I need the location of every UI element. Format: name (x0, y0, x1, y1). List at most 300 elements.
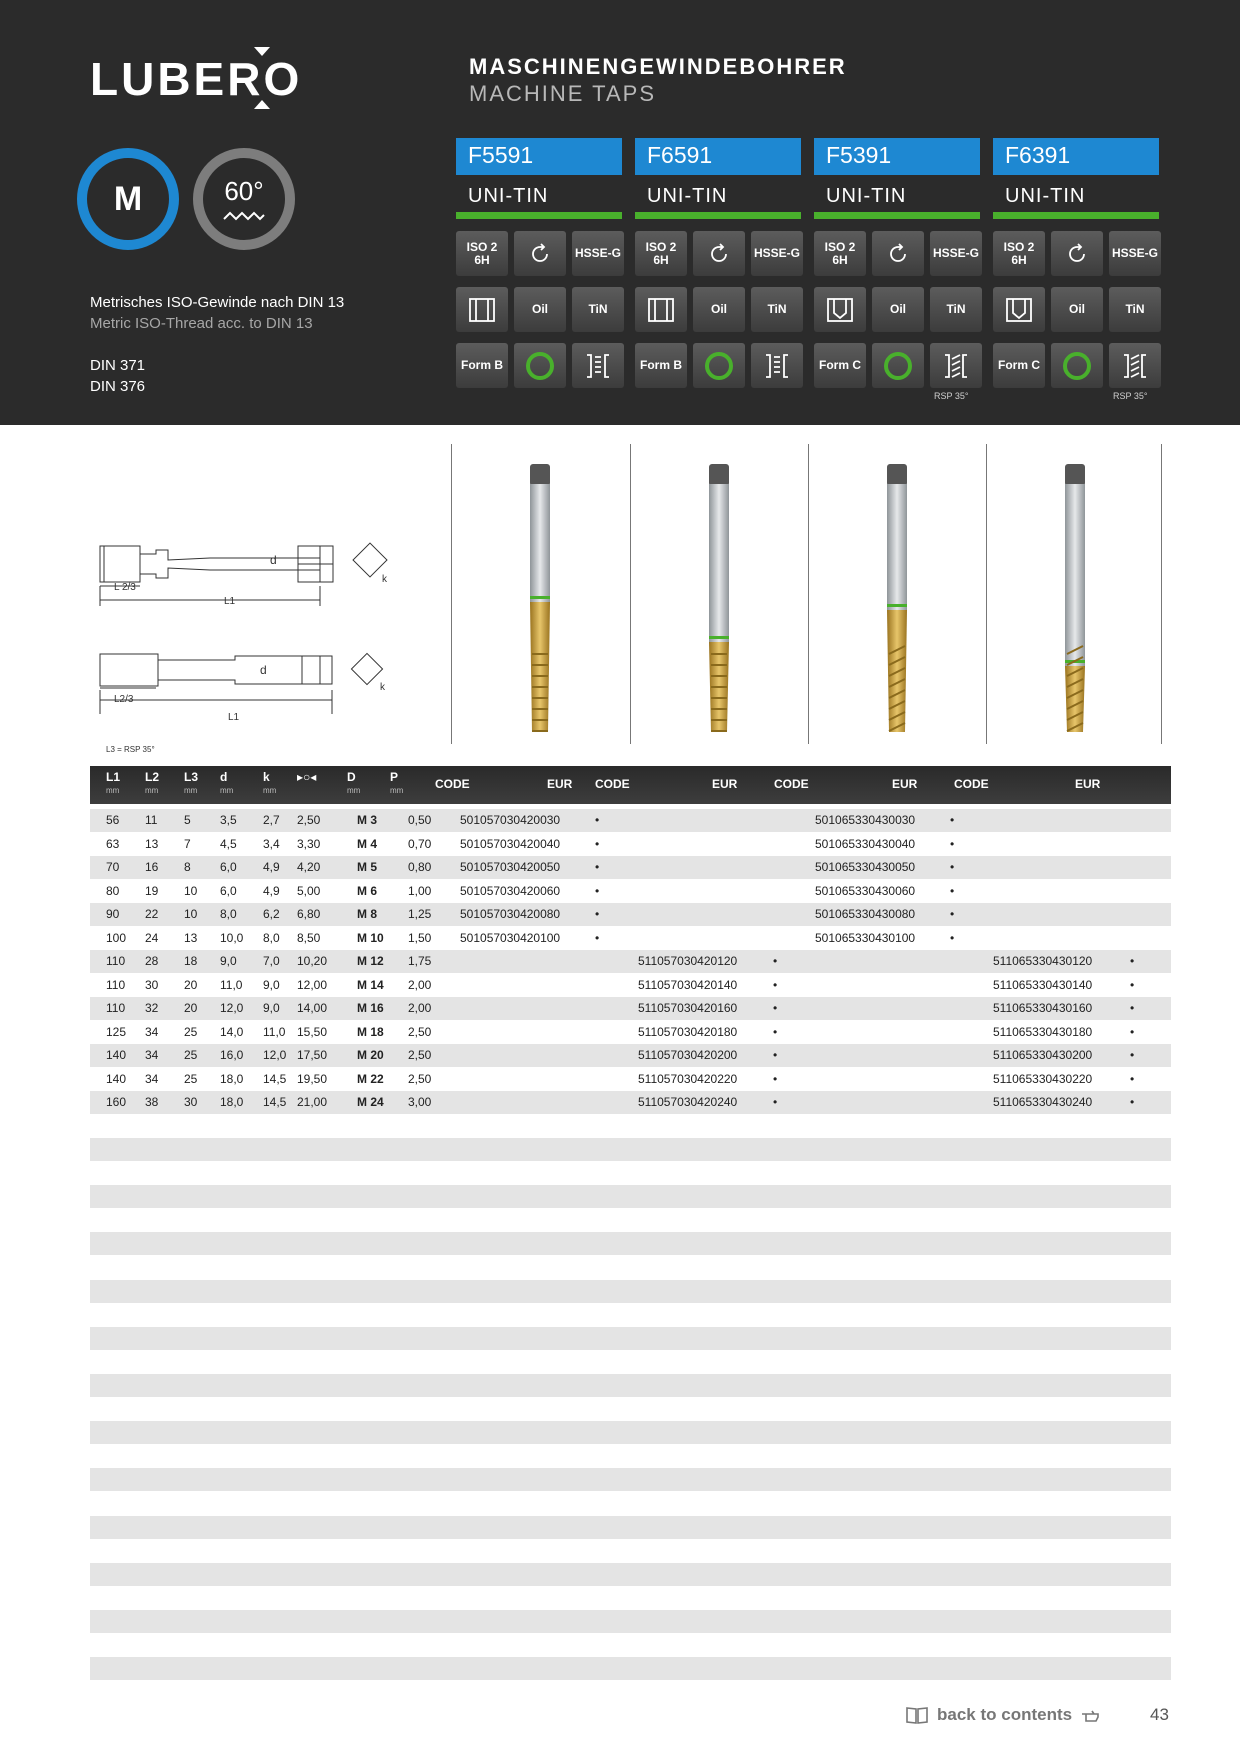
product-panel-f5391 (814, 138, 980, 401)
column-header-label: L3 (184, 770, 199, 784)
table-cell: 1,75 (408, 954, 432, 968)
table-cell: 12,0 (263, 1048, 287, 1062)
table-cell: 125 (106, 1024, 127, 1039)
table-row (90, 1091, 1171, 1114)
column-header-3 (220, 771, 233, 797)
table-cell: 1,50 (408, 930, 432, 945)
table-cell: • (773, 1095, 778, 1109)
table-cell: 8,0 (220, 907, 237, 921)
blind-hole-icon (814, 287, 866, 332)
table-cell: 14,5 (263, 1071, 287, 1086)
column-header-5 (297, 771, 316, 785)
table-cell: 511057030420220 (638, 1071, 738, 1086)
table-cell: 2,50 (297, 813, 321, 827)
table-cell: 14,00 (297, 1001, 328, 1015)
feature-badge: TiN (751, 287, 803, 332)
feature-badge: TiN (572, 287, 624, 332)
table-cell: M 5 (357, 860, 378, 874)
table-cell: 8,0 (263, 930, 280, 945)
table-cell: 2,00 (408, 977, 432, 992)
green-ring-icon (693, 343, 745, 388)
table-row (90, 1068, 1171, 1091)
empty-row (90, 1232, 1171, 1255)
dim-d2-label: d (260, 663, 267, 677)
table-cell: • (773, 1071, 778, 1086)
table-cell: 1,25 (408, 907, 432, 921)
table-cell: 0,80 (408, 860, 432, 874)
table-cell: • (773, 954, 778, 968)
product-code: F6391 (993, 138, 1159, 175)
table-cell: 501065330430100 (815, 930, 916, 945)
table-cell: 11 (145, 813, 158, 827)
table-cell: 1,00 (408, 883, 432, 898)
tap-photo-icon (885, 464, 909, 734)
table-cell: 110 (106, 954, 126, 968)
pointing-hand-icon (1080, 1705, 1104, 1725)
table-cell: 501057030420030 (460, 813, 561, 827)
table-cell: 25 (184, 1024, 198, 1039)
rsp-note: RSP 35° (1113, 391, 1148, 401)
header-banner (0, 0, 1240, 425)
table-cell: • (950, 836, 955, 851)
product-panel-f6391 (993, 138, 1159, 401)
empty-row (90, 1516, 1171, 1539)
table-cell: 16 (145, 860, 159, 874)
product-panel-f6591 (635, 138, 801, 401)
table-cell: 32 (145, 1001, 159, 1015)
thread-wave-icon (222, 209, 266, 223)
feature-badge: Oil (693, 287, 745, 332)
straight-flute-icon (751, 343, 803, 388)
table-cell: 11,0 (220, 977, 243, 992)
code-column-header: CODE (595, 777, 630, 791)
feature-badge: ISO 2 6H (993, 231, 1045, 276)
spiral-flute-icon (930, 343, 982, 388)
table-cell: • (950, 930, 955, 945)
table-cell: 100 (106, 930, 127, 945)
table-cell: 501065330430030 (815, 813, 916, 827)
table-cell: 30 (145, 977, 159, 992)
table-row (90, 880, 1171, 903)
table-cell: 9,0 (263, 977, 280, 992)
page-title-de: MASCHINENGEWINDEBOHRER (469, 54, 847, 79)
table-row (90, 974, 1171, 997)
table-cell: 501057030420080 (460, 907, 561, 921)
table-cell: 7,0 (263, 954, 280, 968)
table-cell: • (950, 883, 955, 898)
table-cell: 3,30 (297, 836, 321, 851)
table-cell: 3,00 (408, 1095, 432, 1109)
column-header-unit: mm (145, 786, 159, 795)
column-header-label: ▸○◂ (297, 770, 317, 784)
table-cell: 501065330430040 (815, 836, 916, 851)
product-image-f6591 (630, 444, 806, 744)
table-cell: M 3 (357, 813, 378, 827)
table-cell: 12,00 (297, 977, 328, 992)
table-cell: 19 (145, 883, 159, 898)
rotation-icon (1051, 231, 1103, 276)
feature-badge: Oil (872, 287, 924, 332)
column-header-label: k (263, 770, 270, 784)
code-column-header: CODE (435, 777, 470, 791)
table-cell: • (950, 860, 955, 874)
column-header-unit: mm (347, 786, 361, 795)
table-cell: • (1130, 1024, 1135, 1039)
feature-icons (635, 231, 801, 401)
table-cell: • (950, 813, 955, 827)
din-standard-2: DIN 376 (90, 378, 146, 395)
table-cell: 511057030420200 (638, 1048, 738, 1062)
empty-row (90, 1185, 1171, 1208)
table-cell: • (1130, 1095, 1135, 1109)
column-header-1 (145, 771, 159, 797)
eur-column-header: EUR (547, 777, 573, 791)
table-cell: 14,0 (220, 1024, 244, 1039)
straight-flute-icon (572, 343, 624, 388)
table-cell: 16,0 (220, 1048, 244, 1062)
dim-l1-label: L1 (224, 596, 236, 607)
table-cell: • (773, 1024, 778, 1039)
table-cell: M 8 (357, 907, 378, 921)
table-cell: 4,9 (263, 883, 280, 898)
table-cell: 6,2 (263, 907, 280, 921)
table-cell: • (950, 907, 955, 921)
empty-row (90, 1657, 1171, 1680)
table-cell: 0,50 (408, 813, 432, 827)
table-cell: 34 (145, 1024, 159, 1039)
metric-badge (77, 148, 179, 250)
feature-badge: ISO 2 6H (456, 231, 508, 276)
column-header-4 (263, 771, 276, 797)
product-coating: UNI-TIN (814, 175, 980, 219)
tap-dimension-drawing (90, 520, 450, 760)
table-cell: • (595, 907, 600, 921)
column-header-6 (347, 771, 360, 797)
table-cell: 511065330430160 (993, 1001, 1093, 1015)
table-cell: 2,50 (408, 1048, 432, 1062)
feature-badge: HSSE-G (1109, 231, 1161, 276)
table-cell: • (595, 813, 600, 827)
empty-row (90, 1610, 1171, 1633)
product-image-f5591 (451, 444, 627, 744)
table-cell: 140 (106, 1071, 127, 1086)
table-cell: 6,0 (220, 883, 237, 898)
column-header-unit: mm (106, 786, 120, 795)
table-cell: 20 (184, 1001, 198, 1015)
product-panel-f5591 (456, 138, 622, 401)
table-cell: • (773, 977, 778, 992)
table-cell: 10 (184, 907, 198, 921)
table-cell: 22 (145, 907, 159, 921)
product-code: F6591 (635, 138, 801, 175)
table-cell: 2,7 (263, 813, 280, 827)
column-header-label: L1 (106, 770, 121, 784)
eur-column-header: EUR (712, 777, 738, 791)
green-ring-icon (872, 343, 924, 388)
table-row (90, 927, 1171, 950)
feature-badge: Form B (635, 343, 687, 388)
column-header-unit: mm (184, 786, 198, 795)
table-cell: 15,50 (297, 1024, 328, 1039)
table-cell: 9,0 (220, 954, 237, 968)
column-header-label: D (347, 770, 356, 784)
table-cell: 2,00 (408, 1001, 432, 1015)
rotation-icon (514, 231, 566, 276)
column-header-2 (184, 771, 198, 797)
column-header-label: L2 (145, 770, 160, 784)
spiral-flute-icon (1109, 343, 1161, 388)
feature-badge: HSSE-G (572, 231, 624, 276)
table-row (90, 997, 1171, 1020)
table-cell: 12,0 (220, 1001, 244, 1015)
metric-badge-label: M (113, 179, 143, 218)
empty-row (90, 1374, 1171, 1397)
table-cell: 4,20 (297, 860, 321, 874)
table-cell: M 22 (357, 1071, 384, 1086)
table-cell: 3,4 (263, 836, 280, 851)
product-image-f5391 (808, 444, 984, 744)
table-cell: • (595, 883, 600, 898)
table-cell: M 4 (357, 836, 378, 851)
green-ring-icon (1051, 343, 1103, 388)
code-column-header: CODE (774, 777, 809, 791)
table-cell: 20 (184, 977, 198, 992)
dim-l23b-label: L2/3 (114, 694, 134, 705)
table-cell: M 20 (357, 1048, 384, 1062)
back-to-contents-label: back to contents (937, 1705, 1073, 1724)
table-cell: 10 (184, 883, 198, 898)
product-image-f6391 (986, 444, 1162, 744)
table-cell: 511065330430200 (993, 1048, 1093, 1062)
table-cell: M 16 (357, 1001, 384, 1015)
table-cell: 4,5 (220, 836, 237, 851)
table-cell: 19,50 (297, 1071, 328, 1086)
table-cell: • (595, 930, 600, 945)
table-cell: 2,50 (408, 1024, 432, 1039)
table-cell: • (1130, 1071, 1135, 1086)
table-row (90, 1021, 1171, 1044)
table-row (90, 1044, 1171, 1067)
product-coating: UNI-TIN (635, 175, 801, 219)
tap-photo-icon (528, 464, 552, 734)
table-cell: 501065330430080 (815, 907, 916, 921)
table-cell: 70 (106, 860, 120, 874)
table-cell: 110 (106, 977, 126, 992)
table-cell: 511065330430120 (993, 954, 1093, 968)
table-cell: 24 (145, 930, 159, 945)
table-cell: • (1130, 1048, 1135, 1062)
table-cell: • (1130, 954, 1135, 968)
logo-arrow-top-icon (254, 47, 270, 56)
table-cell: 28 (145, 954, 159, 968)
table-cell: 511057030420140 (638, 977, 738, 992)
page-title-en: MACHINE TAPS (469, 81, 656, 106)
table-cell: 34 (145, 1048, 159, 1062)
through-hole-icon (635, 287, 687, 332)
table-cell: 18 (184, 954, 198, 968)
table-cell: 13 (184, 930, 198, 945)
brand-logo: LUBERO (90, 53, 303, 105)
table-cell: 4,9 (263, 860, 280, 874)
table-cell: 56 (106, 813, 120, 827)
table-cell: 25 (184, 1048, 198, 1062)
table-cell: 501057030420100 (460, 930, 561, 945)
table-cell: 501057030420040 (460, 836, 561, 851)
table-cell: M 14 (357, 977, 384, 992)
empty-row (90, 1421, 1171, 1444)
feature-icons (456, 231, 622, 401)
table-cell: 9,0 (263, 1001, 280, 1015)
feature-badge: Form C (993, 343, 1045, 388)
feature-icons (814, 231, 980, 401)
column-header-0 (106, 771, 120, 797)
dim-l1b-label: L1 (228, 712, 240, 723)
table-cell: 110 (106, 1001, 126, 1015)
drawing-note: L3 = RSP 35° (106, 745, 155, 754)
code-column-header: CODE (954, 777, 989, 791)
table-cell: 38 (145, 1095, 159, 1109)
empty-row (90, 1280, 1171, 1303)
empty-row (90, 1468, 1171, 1491)
table-cell: 14,5 (263, 1095, 287, 1109)
table-cell: 10,20 (297, 954, 328, 968)
table-cell: 63 (106, 836, 120, 851)
column-header-7 (390, 771, 403, 797)
table-cell: 18,0 (220, 1071, 244, 1086)
column-header-unit: mm (390, 786, 404, 795)
logo-arrow-bottom-icon (254, 100, 270, 109)
rotation-icon (872, 231, 924, 276)
table-cell: 6,0 (220, 860, 237, 874)
feature-icons (993, 231, 1159, 401)
table-cell: 5,00 (297, 883, 321, 898)
angle-badge-label: 60° (224, 175, 264, 206)
empty-row (90, 1327, 1171, 1350)
feature-badge: TiN (1109, 287, 1161, 332)
empty-row (90, 1563, 1171, 1586)
table-cell: 511057030420120 (638, 954, 738, 968)
back-to-contents-link[interactable] (905, 1705, 1104, 1725)
column-header-label: P (390, 770, 399, 784)
empty-row (90, 1138, 1171, 1161)
eur-column-header: EUR (892, 777, 918, 791)
table-cell: 501065330430060 (815, 883, 916, 898)
book-icon (905, 1705, 929, 1725)
dim-l23-label: L 2/3 (114, 582, 136, 593)
feature-badge: ISO 2 6H (814, 231, 866, 276)
table-row (90, 809, 1171, 832)
table-cell: M 24 (357, 1095, 384, 1109)
page-number: 43 (1150, 1705, 1169, 1724)
table-cell: 18,0 (220, 1095, 244, 1109)
column-header-unit: mm (220, 786, 234, 795)
feature-badge: TiN (930, 287, 982, 332)
table-cell: 0,70 (408, 836, 432, 851)
table-cell: 90 (106, 907, 120, 921)
table-cell: 8 (184, 860, 191, 874)
table-cell: 30 (184, 1095, 198, 1109)
din-standard-1: DIN 371 (90, 357, 146, 374)
table-cell: 3,5 (220, 813, 237, 827)
table-cell: 8,50 (297, 930, 321, 945)
table-cell: 511057030420160 (638, 1001, 738, 1015)
table-cell: • (1130, 1001, 1135, 1015)
tap-photo-icon (1063, 464, 1087, 734)
blind-hole-icon (993, 287, 1045, 332)
table-cell: 511057030420240 (638, 1095, 738, 1109)
rotation-icon (693, 231, 745, 276)
table-cell: M 12 (357, 954, 384, 968)
feature-badge: ISO 2 6H (635, 231, 687, 276)
product-code: F5391 (814, 138, 980, 175)
table-cell: 21,00 (297, 1095, 328, 1109)
table-cell: 511065330430140 (993, 977, 1093, 992)
table-cell: 140 (106, 1048, 127, 1062)
column-header-unit: mm (263, 786, 277, 795)
table-cell: 13 (145, 836, 159, 851)
product-code: F5591 (456, 138, 622, 175)
thread-standard-en: Metric ISO-Thread acc. to DIN 13 (90, 315, 313, 332)
dim-k-label: k (382, 574, 387, 585)
feature-badge: Oil (1051, 287, 1103, 332)
table-cell: • (773, 1048, 778, 1062)
table-cell: 25 (184, 1071, 198, 1086)
dim-d-label: d (270, 553, 277, 567)
table-cell: • (595, 860, 600, 874)
feature-badge: Oil (514, 287, 566, 332)
thread-standard-de: Metrisches ISO-Gewinde nach DIN 13 (90, 294, 345, 311)
green-ring-icon (514, 343, 566, 388)
table-cell: 7 (184, 836, 191, 851)
feature-badge: HSSE-G (930, 231, 982, 276)
feature-badge: HSSE-G (751, 231, 803, 276)
angle-badge (193, 148, 295, 250)
table-cell: 34 (145, 1071, 159, 1086)
dim-k2-label: k (380, 682, 385, 693)
table-cell: • (1130, 977, 1135, 992)
table-cell: • (595, 836, 600, 851)
table-cell: 2,50 (408, 1071, 432, 1086)
feature-badge: Form C (814, 343, 866, 388)
eur-column-header: EUR (1075, 777, 1101, 791)
table-cell: 6,80 (297, 907, 321, 921)
product-coating: UNI-TIN (456, 175, 622, 219)
table-cell: M 18 (357, 1024, 384, 1039)
table-row (90, 950, 1171, 973)
through-hole-icon (456, 287, 508, 332)
table-cell: 511065330430240 (993, 1095, 1093, 1109)
product-coating: UNI-TIN (993, 175, 1159, 219)
feature-badge: Form B (456, 343, 508, 388)
table-cell: 160 (106, 1095, 127, 1109)
table-cell: 501057030420060 (460, 883, 561, 898)
table-row (90, 833, 1171, 856)
table-cell: 17,50 (297, 1048, 328, 1062)
table-header (90, 766, 1171, 804)
table-row (90, 903, 1171, 926)
rsp-note: RSP 35° (934, 391, 969, 401)
table-cell: 511057030420180 (638, 1024, 738, 1039)
column-header-label: d (220, 770, 228, 784)
table-cell: 5 (184, 813, 191, 827)
table-cell: 10,0 (220, 930, 244, 945)
table-row (90, 856, 1171, 879)
table-cell: 501065330430050 (815, 860, 916, 874)
table-cell: M 6 (357, 883, 378, 898)
table-cell: M 10 (357, 930, 384, 945)
table-cell: 511065330430220 (993, 1071, 1093, 1086)
table-cell: 501057030420050 (460, 860, 561, 874)
